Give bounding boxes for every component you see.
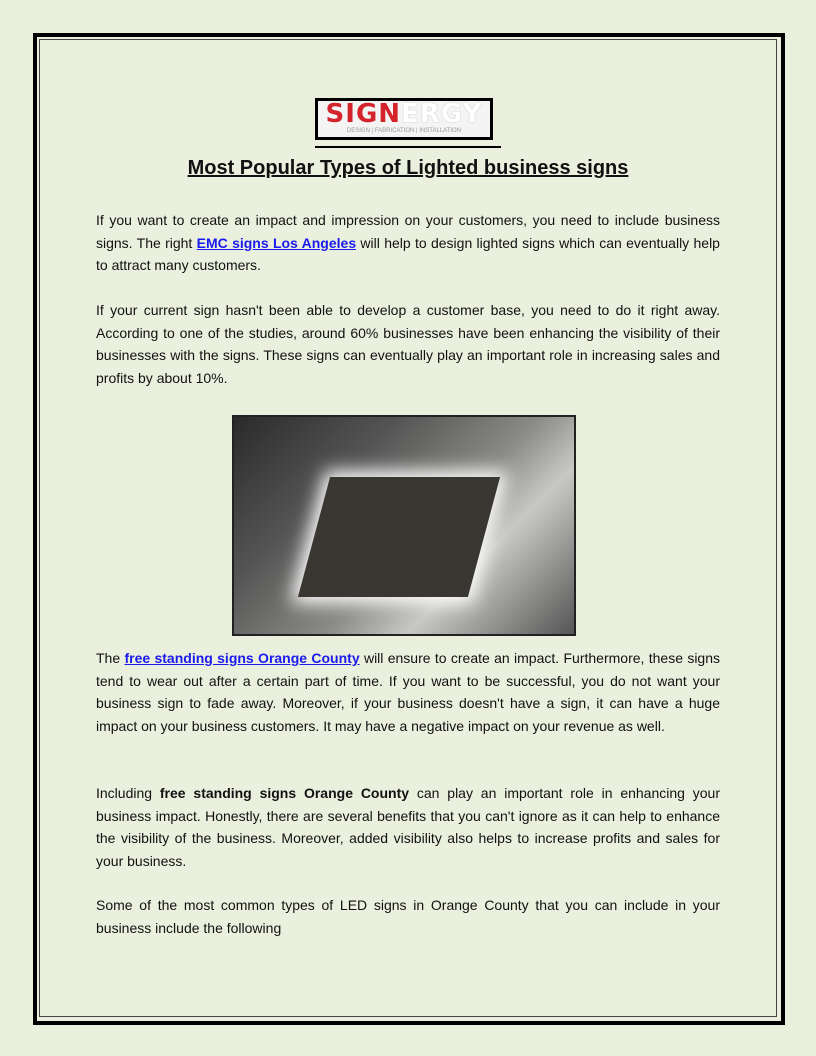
logo-divider — [315, 146, 501, 148]
emc-signs-link[interactable]: EMC signs Los Angeles — [196, 234, 357, 251]
bold-text: free standing signs Orange County — [159, 785, 410, 801]
signergy-logo — [315, 98, 493, 140]
text: will help to design lighted signs which can eventually help to attract many customers. — [96, 234, 720, 274]
paragraph-4 — [96, 782, 720, 872]
free-standing-signs-link[interactable]: free standing signs Orange County — [124, 650, 360, 666]
logo-word-white: ERGY — [401, 99, 483, 129]
paragraph-1 — [96, 209, 720, 277]
text: can play an important role in enhancing your business impact. Honestly, there are several benefits that you can't ignore as it can help to enhance the visibility of the business. Moreover, added visibility also helps to increase profits and sales for your business. — [96, 785, 720, 869]
paragraph-2: If your current sign hasn't been able to develop a customer base, you need to do it right away. According to one of the studies, around 60% businesses have been enhancing the visibility of their businesses with the signs. These signs can eventually play an important role in increasing sales and profits by about 10%. — [96, 302, 720, 386]
text: If you want to create an impact and impression on your customers, you need to include business signs. The right — [96, 212, 720, 251]
illuminated-letter — [298, 477, 500, 597]
paragraph-5: Some of the most common types of LED signs in Orange County that you can include in your business include the following — [96, 897, 720, 936]
paragraph-3 — [96, 647, 720, 737]
logo-tagline: DESIGN | FABRICATION | INSTALLATION — [346, 128, 462, 134]
text: will ensure to create an impact. Furthermore, these signs tend to wear out after a certain part of time. If you want to be successful, you do not want your business sign to fade away. Moreover, if your business doesn't have a sign, it can have a huge impact on your business customers. It may have a negative impact on your revenue as well. — [96, 650, 721, 734]
logo-word-red: SIGN — [325, 99, 402, 129]
lighted-sign-photo — [232, 415, 576, 636]
text: Including — [96, 785, 160, 801]
text: The — [96, 650, 125, 666]
page-title: Most Popular Types of Lighted business signs — [187, 157, 629, 179]
